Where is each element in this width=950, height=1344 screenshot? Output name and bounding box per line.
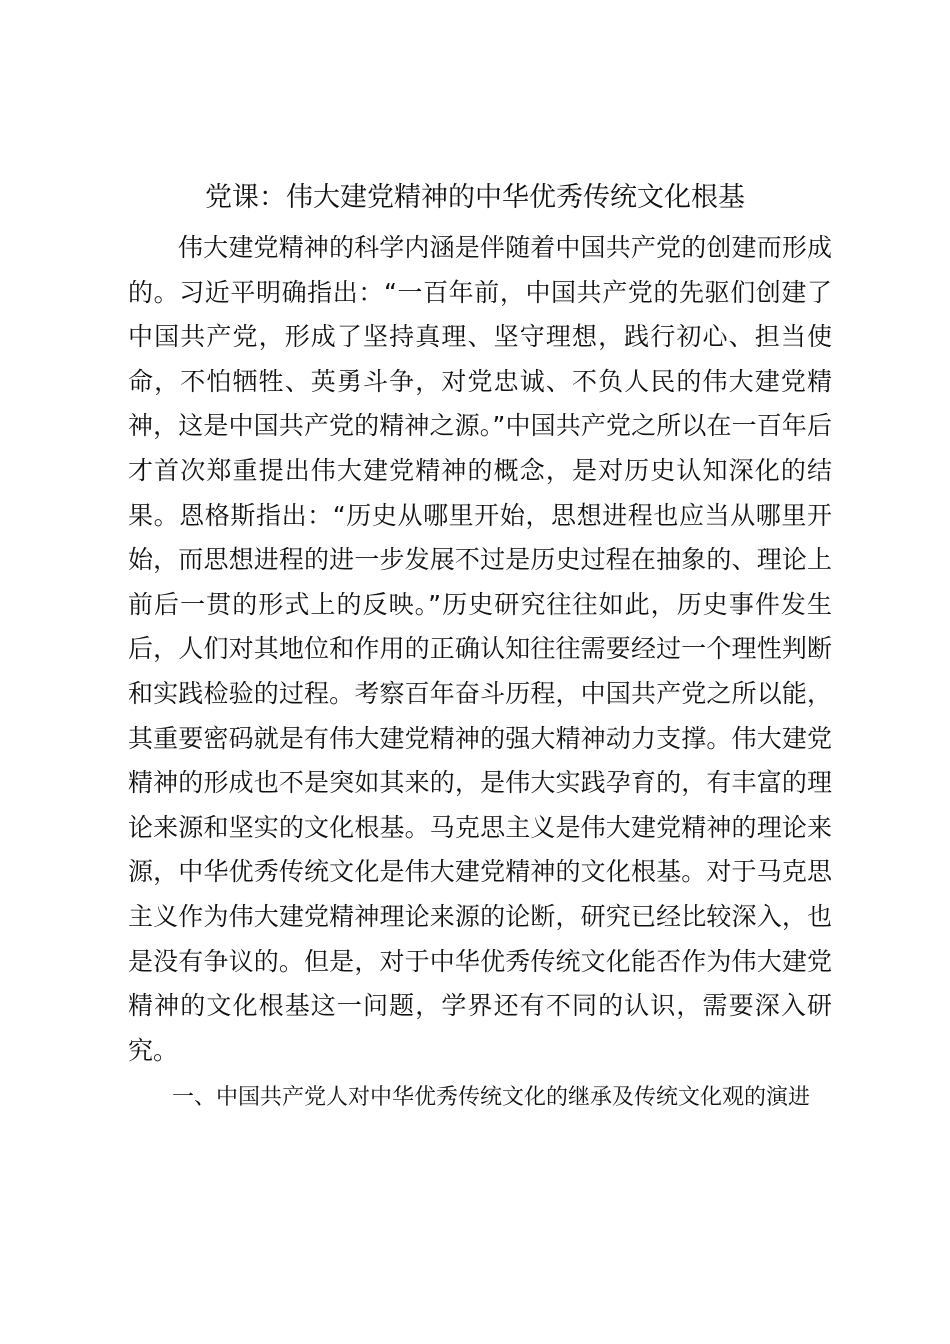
body-paragraph: 伟大建党精神的科学内涵是伴随着中国共产党的创建而形成的。习近平明确指出：“一百年前，中国共产党的先驱们创建了中国共产党，形成了坚持真理、坚守理想，践行初心、担当使命，不怕牺牲、英勇斗争，对党忠诚、不负人民的伟大建党精神，这是中国共产党的精神之源。”中国共产党之所以在一百年后才首次郑重提出伟大建党精神的概念，是对历史认知深化的结果。恩格斯指出：“历史从哪里开始，思想进程也应当从哪里开始，而思想进程的进一步发展不过是历史过程在抽象的、理论上前后一贯的形式上的反映。”历史研究往往如此，历史事件发生后，人们对其地位和作用的正确认知往往需要经过一个理性判断和实践检验的过程。考察百年奋斗历程，中国共产党之所以能，其重要密码就是有伟大建党精神的强大精神动力支撑。伟大建党精神的形成也不是突如其来的，是伟大实践孕育的，有丰富的理论来源和坚实的文化根基。马克思主义是伟大建党精神的理论来源，中华优秀传统文化是伟大建党精神的文化根基。对于马克思主义作为伟大建党精神理论来源的论断，研究已经比较深入，也是没有争议的。但是，对于中华优秀传统文化能否作为伟大建党精神的文化根基这一问题，学界还有不同的认识，需要深入研究。: [128, 233, 832, 1065]
section-heading: 一、中国共产党人对中华优秀传统文化的继承及传统文化观的演进: [172, 1085, 811, 1110]
document-title: 党课：伟大建党精神的中华优秀传统文化根基: [205, 182, 745, 213]
